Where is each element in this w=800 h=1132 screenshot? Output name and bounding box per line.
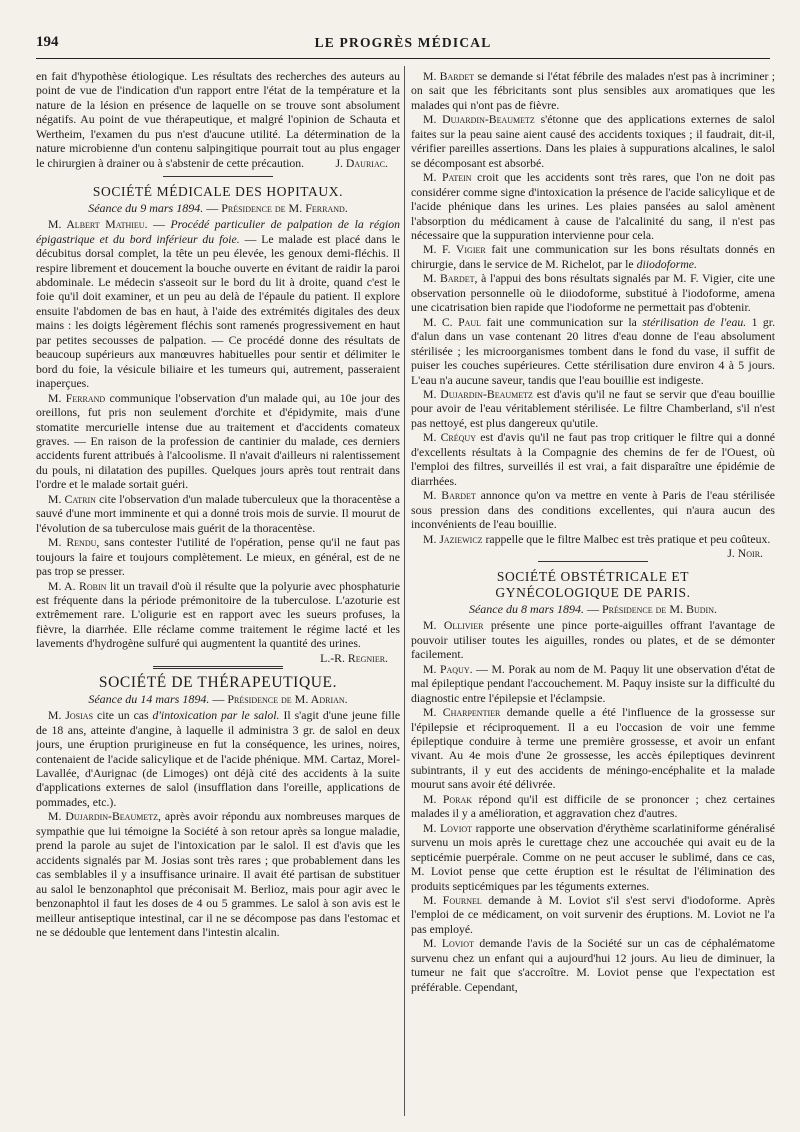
paragraph: M. Patein croit que les accidents sont très rares, que l'on ne doit pas considérer comme signe d'intoxication la présence de l'acide salicylique et de l'acide phénique dans les urines. Les plaies pansées au salol amènent l'absorption du médicament à cause de l'alcalinité du sang, il n'est pas nécessaire que la suppuration intervienne pour cela.: [411, 171, 775, 242]
paragraph: M. Créquy est d'avis qu'il ne faut pas trop critiquer le filtre qui a donné d'excellents résultats à la Compagnie des chemins de fer de l'Ouest, où l'emploi des filtres, surveillés il est vrai, a fait disparaître une épidémie de diarrhées.: [411, 431, 775, 488]
speaker-name: M. Dujardin-Beaumetz,: [48, 810, 161, 824]
speaker-name: M. Rendu,: [48, 536, 100, 550]
speaker-name: M. Josias: [48, 709, 94, 723]
speaker-name: M. Jaziewicz: [423, 532, 483, 546]
section-title: SOCIÉTÉ OBSTÉTRICALE ET GYNÉCOLOGIQUE DE PARIS.: [495, 569, 691, 601]
communication-title: stérilisation de l'eau.: [642, 315, 747, 329]
paragraph: M. C. Paul fait une communication sur la stérilisation de l'eau. 1 gr. d'alun dans un vase contenant 20 litres d'eau donne de l'eau absolument stérilisée ; les microorganismes tombent dans le fond du vase, il suffit de puiser les couches supérieures. Cette stérilisation dure environ 4 à 5 jours. L'eau n'a aucune saveur, tandis que l'eau bouillie est indigeste.: [411, 315, 775, 387]
speaker-name: M. Bardet,: [423, 272, 478, 286]
paragraph: M. Fournel demande à M. Loviot s'il s'est servi d'iodoforme. Après l'emploi de ce médicament, on voit survenir des éruptions. M. Loviot ne l'a pas employé.: [411, 894, 775, 936]
section-title: SOCIÉTÉ DE THÉRAPEUTIQUE.: [98, 674, 338, 692]
column-divider: [404, 66, 405, 1116]
speaker-name: M. Loviot: [423, 937, 474, 951]
speaker-name: M. Patein: [423, 171, 472, 185]
right-column: [411, 70, 775, 1120]
communication-title: Procédé particulier de palpation de la région épigastrique et du bord inférieur du foie.: [36, 218, 400, 246]
paragraph: M. Bardet se demande si l'état fébrile des malades n'est pas à incriminer ; on sait que les fébricitants sont plus sensibles aux aromatiques que les malades qui n'ont pas de fièvre.: [411, 70, 775, 112]
paragraph: M. Dujardin-Beaumetz s'étonne que des applications externes de salol faites sur la peau saine aient causé des accidents toxiques ; il faudrait, dit-il, vérifier pareilles assertions. Dans les plaies à suppurations alcalines, le salol se décomposant est absorbé.: [411, 113, 775, 170]
page-number: 194: [36, 34, 59, 50]
paragraph: M. Josias cite un cas d'intoxication par le salol. Il s'agit d'une jeune fille de 18 ans, atteinte d'angine, à laquelle il administra 3 gr. de salol en deux jours, une éruption prurigineuse en fut la conséquence, les urines, noires, contenaient de l'acide salicylique et de l'acide phénique. MM. Cartaz, Morel-Lavallée, d'Aurignac (de Limoges) ont déjà cité des accidents à la suite d'applications externes de salol (insufflation dans l'oreille, applications de pommades, etc.).: [36, 709, 400, 809]
speaker-name: M. Ferrand: [48, 391, 106, 405]
paragraph: M. F. Vigier fait une communication sur les bons résultats donnés en chirurgie, dans le service de M. Richelot, par le diiodoforme.: [411, 243, 775, 271]
paragraph: M. Loviot demande l'avis de la Société sur un cas de céphalématome survenu chez un enfant qui a aujourd'hui 12 jours. Au lieu de diminuer, la tumeur ne fait que s'accroître. M. Loviot pense que l'expectation est préférable. Cependant,: [411, 937, 775, 994]
speaker-name: M. Albert Mathieu.: [48, 218, 148, 232]
paragraph: M. Ollivier présente une pince porte-aiguilles offrant l'avantage de pouvoir utiliser toutes les aiguilles, rondes ou plates, et de se démonter facilement.: [411, 619, 775, 662]
header-rule: [36, 58, 770, 59]
speaker-name: M. Loviot: [423, 821, 473, 835]
session-line: Séance du 9 mars 1894. — Présidence de M. Ferrand.: [88, 201, 348, 216]
signature: J. Noir.: [727, 546, 763, 560]
section-title: SOCIÉTÉ MÉDICALE DES HOPITAUX.: [92, 184, 344, 200]
paragraph: M. Catrin cite l'observation d'un malade tuberculeux que la thoracentèse a sauvé d'une mort imminente et qui a donné trois mois de survie. Il mourut de l'évolution de sa tuberculose mais guérit de la thoracentèse.: [36, 492, 400, 535]
paragraph: M. Jaziewicz rappelle que le filtre Malbec est très pratique et peu coûteux. J. Noir.: [423, 532, 771, 560]
speaker-name: M. Bardet: [423, 489, 476, 503]
paragraph: M. Bardet annonce qu'on va mettre en vente à Paris de l'eau stérilisée sous pression dans des conditions excellentes, qui n'aura aucun des inconvénients de l'eau bouillie.: [411, 489, 775, 532]
speaker-name: M. C. Paul: [423, 315, 482, 329]
speaker-name: M. Dujardin-Beaumetz: [423, 387, 533, 401]
paragraph: M. Dujardin-Beaumetz est d'avis qu'il ne faut se servir que d'eau bouillie pour avoir de l'eau véritablement stérilisée. Le filtre Chamberland, s'il n'est pas nettoyé, est plus dangereux qu'utile.: [411, 387, 775, 430]
session-line: Séance du 14 mars 1894. — Présidence de M. Adrian.: [88, 692, 348, 707]
session-line: Séance du 8 mars 1894. — Présidence de M. Budin.: [468, 602, 717, 617]
speaker-name: M. A. Robin: [48, 579, 107, 593]
section-rule: [163, 176, 273, 177]
section-rule: [538, 561, 648, 562]
section-rule: [153, 666, 283, 669]
signature: J. Dauriac.: [335, 156, 388, 170]
running-header: [36, 34, 770, 54]
speaker-name: M. Ollivier: [423, 619, 484, 633]
paragraph: M. Albert Mathieu. — Procédé particulier de palpation de la région épigastrique et du bord inférieur du foie. — Le malade est placé dans le décubitus dorsal complet, la tête un peu élevée, les genoux demi-fléchis. Il respire librement et doucement la bouche ouverte en évitant de raidir la paroi abdominale. Le médecin s'asseoit sur le bord du lit à droite, quand c'est le foie qu'il doit examiner, et un peu au delà de l'épaule du patient. Il explore ensuite l'abdomen de bas en haut, à l'aide des extrémités digitales des deux mains : les doigts légèrement fléchis sont ramenés progressivement en haut par petites secousses de palpation. — Ce procédé donne des résultats de beaucoup supérieurs aux manœuvres habituelles pour sentir et délimiter le bord du foie, la vésicule biliaire et les tumeurs qui, autrement, passeraient inaperçues.: [36, 218, 400, 391]
signature: L.-R. Regnier.: [320, 651, 388, 665]
paragraph: en fait d'hypothèse étiologique. Les résultats des recherches des auteurs au point de vue de l'indication d'un rapport entre l'état de la température et la nature de la lésion en présence de laquelle on se trouve sont absolument négatifs. Au point de vue thérapeutique, et malgré l'opinion de Schauta et Wertheim, l'examen du pus n'est d'aucune utilité. La détermination de la nature microbienne d'un contenu salpingitique pourrait tout au plus engager le chirurgien à drainer ou à s'abstenir de cette précaution. J. Dauriac.: [36, 70, 400, 170]
paragraph: M. Rendu, sans contester l'utilité de l'opération, pense qu'il ne faut pas toujours la faire et toujours complètement. Le mieux, en général, est de ne pas trop se presser.: [36, 536, 400, 579]
speaker-name: M. Charpentier: [423, 706, 501, 720]
speaker-name: M. Paquy.: [423, 662, 473, 676]
communication-title: d'intoxication par le salol.: [152, 709, 280, 723]
paragraph: M. Porak répond qu'il est difficile de se prononcer ; chez certaines malades il y a amélioration, et aggravation chez d'autres.: [411, 792, 775, 821]
speaker-name: M. Dujardin-Beaumetz: [423, 113, 535, 127]
paragraph: M. Charpentier demande quelle a été l'influence de la grossesse sur l'épilepsie et réciproquement. Il a eu l'occasion de voir une femme épileptique conduire à terme une première grossesse, et avoir un enfant vivant. Au 4e mois d'une 2e grossesse, les accès épileptiques devinrent subintrants, il y eut des accidents de méningo-encéphalite et la malade mourut sans avoir été délivrée.: [411, 706, 775, 792]
paragraph: M. Dujardin-Beaumetz, après avoir répondu aux nombreuses marques de sympathie que lui témoigne la Société à son retour après sa longue maladie, prend la parole au sujet de l'intoxication par le salol. Il est d'avis que les accidents signalés par M. Josias sont très rares ; que probablement dans les cas semblables il y a insuffisance urinaire. Il avait été partisan de substituer au salol le benzonaphtol que préconisait M. Berlioz, mais pour agir avec le benzonaphtol il faut les doses de 4 ou 5 grammes. Le salol à son avis est le meilleur antiseptique intestinal, car il ne se décompose pas dans l'estomac et ne se dédouble que lentement dans l'intestin alcalin.: [36, 810, 400, 940]
paragraph: M. Bardet, à l'appui des bons résultats signalés par M. F. Vigier, cite une observation personnelle où le diiodoforme, substitué à l'iodoforme, amena une cicatrisation bien rapide que l'iodoforme ne permettait pas d'obtenir.: [411, 272, 775, 315]
speaker-name: M. Bardet: [423, 70, 475, 83]
paragraph: M. Ferrand communique l'observation d'un malade qui, au 10e jour des oreillons, fut pris non seulement d'orchite et d'épidymite, mais d'une stomatite mercurielle intense due au traitement et d'accidents comateux graves. — En raison de la profession de cantinier du malade, ces derniers accidents furent attribués à l'alcoolisme. Il n'avait d'ailleurs ni ralentissement du pouls, ni dilatation des pupilles. Quelques jours après tout rentrait dans l'ordre et le malade sortait guéri.: [36, 391, 400, 492]
speaker-name: M. Fournel: [423, 894, 482, 908]
speaker-name: M. Créquy: [423, 431, 476, 445]
speaker-name: M. Catrin: [48, 492, 96, 506]
paragraph: M. Paquy. — M. Porak au nom de M. Paquy lit une observation d'état de mal épileptique pendant l'accouchement. M. Paquy insiste sur la difficulté du diagnostic entre l'épilepsie et l'éclampsie.: [411, 662, 775, 705]
journal-title: LE PROGRÈS MÉDICAL: [314, 35, 492, 50]
paragraph: M. A. Robin lit un travail d'où il résulte que la polyurie avec phosphaturie est fréquente dans la période prémonitoire de la tuberculose. L'azoturie est extrêmement rare. L'oligurie est en rapport avec les sueurs profuses, la fièvre, la diarrhée. Elle réclame comme traitement le régime lacté et les lavements d'hydrogène sulfuré qui augmentent la quantité des urines. L.-R. Regnier.: [36, 579, 400, 665]
speaker-name: M. F. Vigier: [423, 243, 486, 257]
left-column: [36, 70, 400, 1120]
paragraph: M. Loviot rapporte une observation d'érythème scarlatiniforme généralisé survenu un mois après le curettage chez une accouchée qui avait eu de la septicémie puerpérale. Comme on ne peut accuser le sublimé, dans ce cas, M. Loviot pense que cette éruption est le résultat de l'élimination des produits septicémiques par les téguments externes.: [411, 821, 775, 893]
speaker-name: M. Porak: [423, 792, 473, 806]
